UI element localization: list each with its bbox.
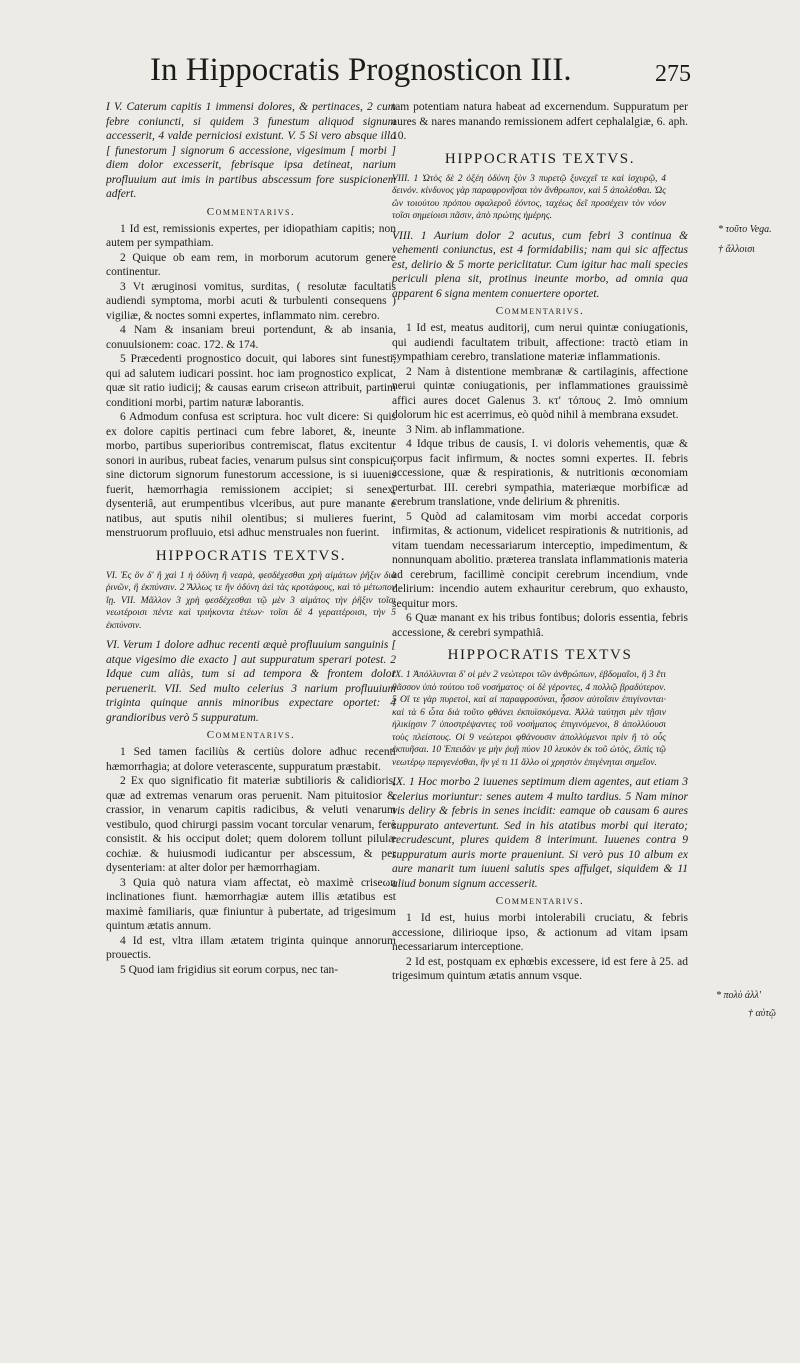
comment-item: 4 Id est, vltra illam ætatem triginta quinque annorum prouectis.	[106, 934, 396, 961]
comment-item: 6 Admodum confusa est scriptura. hoc vult dicere: Si quis ex dolore capitis pertinaci cum febre laboret, &, ineunte morbo, partibus superioribus contremiscat, flatus excitentur sonori in auribus, rubeat facies, venarum pulsus sint conspicui, sine dictorum signorum funestorum accessione, is si iuuenis fuerit, hæmorrhagia remissionem accipiet; si senex, dysenteriâ, aut erumpentibus vlceribus, aut pure manante e natibus, aut sputis nihil olentibus; si mulieres fuerint, menstruorum profluuio, etsi adhuc menstruales non fuerint.	[106, 411, 396, 539]
hippocratis-textus-heading: HIPPOCRATIS TEXTVS.	[155, 547, 347, 564]
comment-item: 5 Quod iam frigidius sit eorum corpus, nec tan-	[120, 963, 339, 976]
comment-item: 3 Vt æruginosi vomitus, surditas, ( resolutæ facultatis audiendi symptoma, morbi acuti & turbulenti consequens ) vigiliæ, & noctes somni expertes, inflammato nim. cerebro.	[106, 280, 396, 322]
comment-item: 4 Nam & insaniam breui portendunt, & ab insania, conuulsionem: coac. 172. & 174.	[106, 324, 396, 351]
comment-item: 1 Sed tamen faciliùs & certiùs dolore adhuc recenti hæmorrhagia; at dolore veterascente, suppuratum præstabit.	[106, 746, 396, 773]
comment-item: 2 Quique ob eam rem, in morborum acutorum genere continentur.	[106, 251, 396, 278]
running-title: In Hippocratis Prognosticon III.	[150, 52, 572, 88]
left-column	[106, 100, 396, 1345]
lemma-vi-vii: VI. Verum 1 dolore adhuc recenti æquè profluuium sanguinis [ atque vigesimo die exacto ] aut suppuratum sperari potest. 2 Idque cum aliàs, tum si ad tempora & frontem dolor peruenerit. VII. Sed multo celerius 3 narium profluuium triginta quinque annis minoribus expectare oportet: 4 grandioribus verò 5 suppuratum.	[106, 639, 396, 724]
right-column	[392, 100, 688, 1345]
comment-item: 3 Nim. ab inflammatione.	[406, 423, 525, 436]
greek-text-ix: IX. 1 Ἀπόλλυνται δ' οἱ μὲν 2 νεώτεροι τῶν ἀνθρώπων, ἑβδομαῖοι, ἢ 3 ἔτι θᾶσσον ὑπὸ τούτου τοῦ νοσήματος· οἱ δὲ γέροντες, 4 πολλῷ βραδύτερον. 5 Οἵ τε γὰρ πυρετοὶ, καὶ αἱ παραφροσύναι, ἧσσον αὐτοῖσιν ἐπιγίνονται· καὶ τὰ 6 ὦτα διὰ τοῦτο φθάνει ἐκπυϊσκόμενα. Ἀλλὰ ταύτῃσι μὲν τῇσιν ἡλικίῃσιν 7 ὑποστρέψαντες τοῦ νοσήματος ἐπιγινόμενοι, 8 ἀπολλύουσι τοὺς πλείστους. Οἱ 9 νεώτεροι φθάνουσιν ἀπολλύμενοι πρὶν ἢ τὸ οὖς ἐκπυῆσαι. 10 Ἐπειδὰν γε μὴν ῥυῇ πύον 10 λευκὸν ἐκ τοῦ ὠτὸς, ἐλπὶς τῷ νεωτέρῳ περιγενέσθαι, ἢν γέ τι 11 ἄλλο οἱ χρηστὸν ἐπιγένηται σημεῖον.	[392, 670, 666, 768]
comment-item: 2 Ex quo significatio fit materiæ subtilioris & calidioris, quæ ad extremas venarum oras peruenit. Nam pituitosior & crassior, in venarum capitis radicibus, & veluti venarum vestibulo, quod chirurgi passim vocant torcular venarum, ferè consistit. & his occiput dolet; quem dolorem tollunt pilulæ cochiæ. & huiusmodi iudicantur per abscessum, & per dysenteriam: at alter dolor per hæmorrhagiam.	[106, 775, 396, 874]
comment-item: 6 Quæ manant ex his tribus fontibus; doloris essentia, febris accessione, & cerebri sympathiâ.	[392, 612, 688, 639]
lemma-ix: IX. 1 Hoc morbo 2 iuuenes septimum diem agentes, aut etiam 3 celerius moriuntur: senes autem 4 multo tardius. 5 Nam minor vis deliry & febris in senes incidit: eamque ob causam 6 aures suppurato antevertunt. Sed in his atatibus morbi qui iterato; recrudescunt, plures quidem 8 interimunt. Iuuenes contra 9 suppuratum auris morte praueniunt. Si verò pus 10 album ex aure manarit tum iuueni salutis spes affulget, siquidem & 11 aliud bonum signum accesserit.	[392, 776, 688, 890]
comment-item: 5 Quòd ad calamitosam vim morbi accedat corporis infirmitas, & actionum, videlicet respirationis & nutritionis, ad vitam tuendam necessariarum interceptio, impedimentum, & nonnunquam abolitio. præterea translata inflammationis materia ad cerebrum, facillimè concipit cerebrum incendium, vnde delirium: incendio autem exhauritur cerebrum, quo exhausto, sequitur mors.	[392, 510, 688, 610]
comment-item: 4 Idque tribus de causis, I. vi doloris vehementis, quæ & corpus facit infirmum, & noctes somni expertes. II. febris accessione, quæ & respirationis, & nutritionis œconomiam perturbat. III. cerebri sympathia, materiæque morbificæ ad cerebrum translatione, vnde delirium & phrenitis.	[392, 438, 688, 508]
page-number: 275	[655, 61, 691, 87]
hippocratis-textus-heading: HIPPOCRATIS TEXTVS.	[444, 150, 636, 167]
lemma-viii: VIII. 1 Aurium dolor 2 acutus, cum febri 3 continua & vehementi coniunctus, est 4 formidabilis; nam qui sic affectus est, delirio & 5 morte periclitatur. Cum igitur hac mali species periculi plena sit, protinus ineunte morbo, ad omnia qua apparent 6 signa mentem conuertere oportet.	[392, 229, 688, 300]
greek-text-viii: VIII. 1 Ὠτὸς δὲ 2 ὀξέη ὀδύνη ξὺν 3 πυρετῷ ξυνεχεῖ τε καὶ ἰσχυρῷ, 4 δεινόν. κίνδυνος γὰρ παραφρονῆσαι τὸν ἄνθρωπον, καὶ 5 ἀπολέσθαι. Ὡς ὢν τοιούτου πρόπου σφαλεροῦ ἐόντος, ταχέως δεῖ προσέχειν τὸν νόον τοῖσι σημείοισι πᾶσιν, ἀπὸ πρώτης ἡμέρης.	[392, 173, 666, 221]
margin-note: * πολὺ ἀλλ'	[716, 990, 761, 1001]
commentarius-heading: Commentarivs.	[495, 305, 585, 317]
commentarius-heading: Commentarivs.	[206, 729, 296, 741]
margin-note: † ἄλλοισι	[718, 244, 755, 255]
comment-item: 1 Id est, meatus auditorij, cum nerui quintæ coniugationis, qui audiendi facultatem tribuit, affectione: tractò etiam in sympathiam cerebro, translatione materiæ inflammationis.	[392, 322, 688, 363]
greek-text-vi-vii: VI. Ἐς ὃν δ' ἢ χαὶ 1 ἡ ὀδύνη ἢ νεαρὰ, φεσδέχεσθαι χρὴ αἰμάτων ῥῆξιν διὰ ῥινῶν, ἢ ἐκπύνσιν. 2 Ἄλλως τε ἢν ὀδύνη ἀεὶ τὰς κροτάφους, καὶ τὸ μέτωπον ἴῃ. VII. Μᾶλλον 3 χρὴ φεσδέχεσθαι τῷ μὲν 3 αἱμάτος τὴν ῥῆξιν τοῖσι νεωτέροισι πέντε καὶ τριήκοντα ἐτέων· τοῖσι δὲ 4 γεραιτέροισι, τὴν 5 ἐκπύνσιν.	[106, 570, 396, 631]
comment-item: 1 Id est, huius morbi intolerabili cruciatu, & febris accessione, dilirioque ipso, & actionum ad vitam ipsam necessariarum interceptione.	[392, 912, 688, 953]
comment-item: 2 Nam à distentione membranæ & cartilaginis, affectione nerui quintæ coniugationis, per inflammationes grauissimè affici aures docet Galenus 3. κτ' τόπους 2. Imò omnium dolorum hic est acerrimus, eò quòd nihil à membrana exsudet.	[392, 365, 688, 421]
comment-item: 2 Id est, postquam ex ephœbis excessere, id est fere à 25. ad trigesimum quintum ætatis annum vsque.	[392, 955, 688, 982]
continuation-text: tam potentiam natura habeat ad excernendum. Suppuratum per aures & nares manando remissionem adfert cephalalgiæ, 6. aph. 10.	[392, 101, 688, 142]
lemma-iv-v: I V. Caterum capitis 1 immensi dolores, & pertinaces, 2 cum febre coniuncti, si quidem 3 funestum aliquod signum accesserit, 4 valde perniciosi existunt. V. 5 Si vero absque illa [ funestorum ] signorum 6 accessione, vigesimum [ morbi ] diem dolor excesserit, febrisque ipsa detineat, narium profluuium aut imis in partibus abscessum fore suspicionem adfert.	[106, 101, 396, 200]
commentarius-heading: Commentarivs.	[495, 895, 585, 907]
comment-item: 3 Quia quò natura viam affectat, eò maximè criseωn inclinationes fiunt. hæmorrhagiæ autem illis ætatibus est maximè familiaris, quæ finiuntur à pubertate, ad trigesimum quintum ætatis annum.	[106, 876, 396, 932]
commentarius-heading: Commentarivs.	[206, 205, 296, 218]
comment-item: 1 Id est, remissionis expertes, per idiopathiam capitis; non autem per sympathiam.	[106, 222, 396, 249]
margin-note: † αὐτῷ	[748, 1008, 776, 1019]
comment-item: 5 Præcedenti prognostico docuit, qui labores sint funesti, qui ad salutem iudicari possint. hoc iam prognostico explicat, quæ sit ratio iudicij; & causas earum criseωn attribuit, partim conditioni morbi, partim naturæ laborantis.	[106, 353, 396, 409]
hippocratis-textus-heading: HIPPOCRATIS TEXTVS	[447, 647, 633, 663]
margin-note: * τοῦτο Vega.	[718, 224, 772, 235]
